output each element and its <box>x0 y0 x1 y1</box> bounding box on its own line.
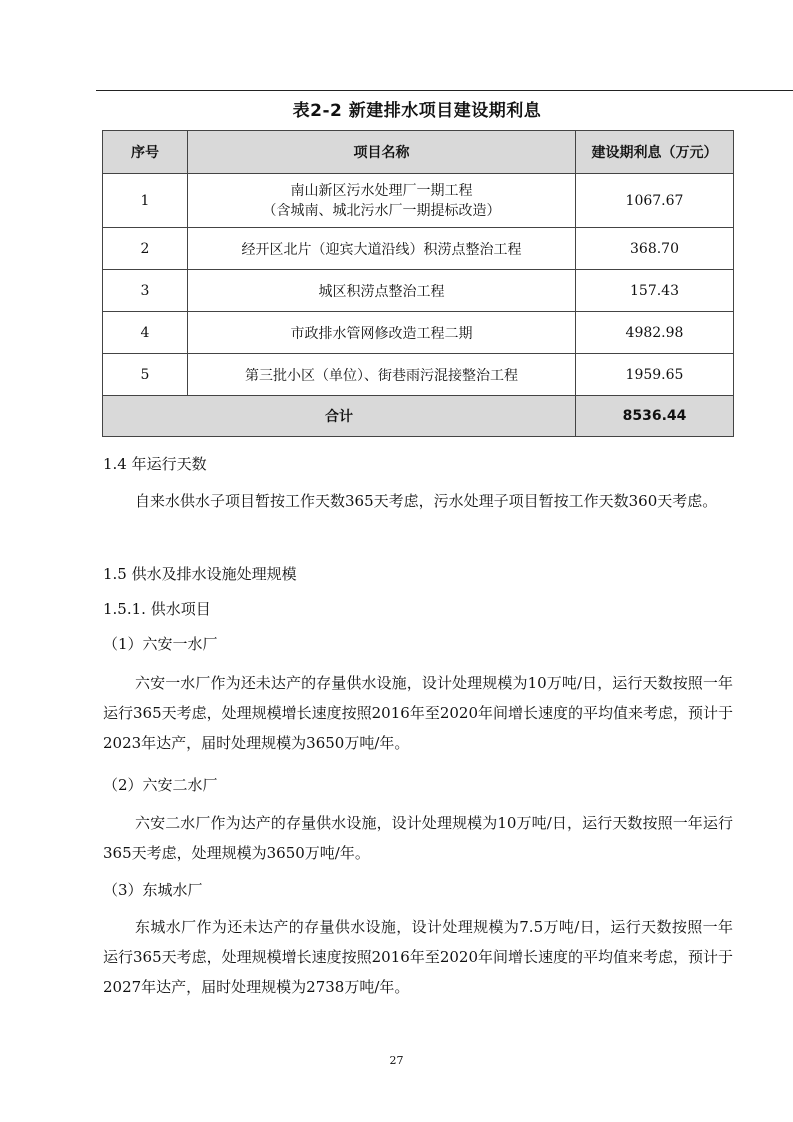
project-name-line: （含城南、城北污水厂一期提标改造） <box>262 202 501 219</box>
header-project-name: 项目名称 <box>188 131 576 174</box>
row-interest: 368.70 <box>576 228 734 270</box>
section-heading-1-5: 1.5 供水及排水设施处理规模 <box>103 565 297 583</box>
paragraph-plant-3: 东城水厂作为还未达产的存量供水设施，设计处理规模为7.5万吨/日，运行天数按照一年运行365天考虑，处理规模增长速度按照2016年至2020年间增长速度的平均值来考虑，预计于2027年达产，届时处理规模为2738万吨/年。 <box>103 918 733 996</box>
row-interest: 1959.65 <box>576 354 734 396</box>
section-heading-1-5-1: 1.5.1. 供水项目 <box>103 600 211 618</box>
table-row <box>103 354 734 396</box>
row-no: 2 <box>103 228 188 270</box>
table-header-row <box>103 131 734 174</box>
subheading-plant-2: （2）六安二水厂 <box>103 776 218 794</box>
table-row <box>103 270 734 312</box>
header-interest: 建设期利息（万元） <box>576 131 734 174</box>
row-interest: 1067.67 <box>576 174 734 228</box>
subheading-plant-1: （1）六安一水厂 <box>103 635 218 653</box>
row-project-name: 城区积涝点整治工程 <box>188 270 576 312</box>
table-row <box>103 174 734 228</box>
table-title: 表2-2 新建排水项目建设期利息 <box>292 101 542 121</box>
subheading-plant-3: （3）东城水厂 <box>103 881 203 899</box>
table-row <box>103 228 734 270</box>
interest-table <box>102 130 734 437</box>
row-no: 4 <box>103 312 188 354</box>
row-project-name: 市政排水管网修改造工程二期 <box>188 312 576 354</box>
section-heading-1-4: 1.4 年运行天数 <box>103 455 207 473</box>
project-name-line: 南山新区污水处理厂一期工程 <box>290 182 473 199</box>
header-no: 序号 <box>103 131 188 174</box>
row-no: 1 <box>103 174 188 228</box>
row-no: 5 <box>103 354 188 396</box>
table-row <box>103 312 734 354</box>
paragraph-plant-1: 六安一水厂作为还未达产的存量供水设施，设计处理规模为10万吨/日，运行天数按照一年运行365天考虑，处理规模增长速度按照2016年至2020年间增长速度的平均值来考虑，预计于2023年达产，届时处理规模为3650万吨/年。 <box>103 674 733 752</box>
header-rule <box>96 90 793 91</box>
page-number: 27 <box>389 1054 404 1067</box>
paragraph-plant-2: 六安二水厂作为达产的存量供水设施，设计处理规模为10万吨/日，运行天数按照一年运行365天考虑，处理规模为3650万吨/年。 <box>103 814 733 862</box>
row-interest: 157.43 <box>576 270 734 312</box>
total-value: 8536.44 <box>576 396 734 437</box>
paragraph-operating-days: 自来水供水子项目暂按工作天数365天考虑，污水处理子项目暂按工作天数360天考虑。 <box>135 492 718 510</box>
row-no: 3 <box>103 270 188 312</box>
row-project-name: 经开区北片（迎宾大道沿线）积涝点整治工程 <box>188 228 576 270</box>
table-total-row <box>103 396 734 437</box>
row-project-name: 第三批小区（单位）、街巷雨污混接整治工程 <box>188 354 576 396</box>
row-interest: 4982.98 <box>576 312 734 354</box>
total-label: 合计 <box>103 396 576 437</box>
row-project-name <box>188 174 576 228</box>
